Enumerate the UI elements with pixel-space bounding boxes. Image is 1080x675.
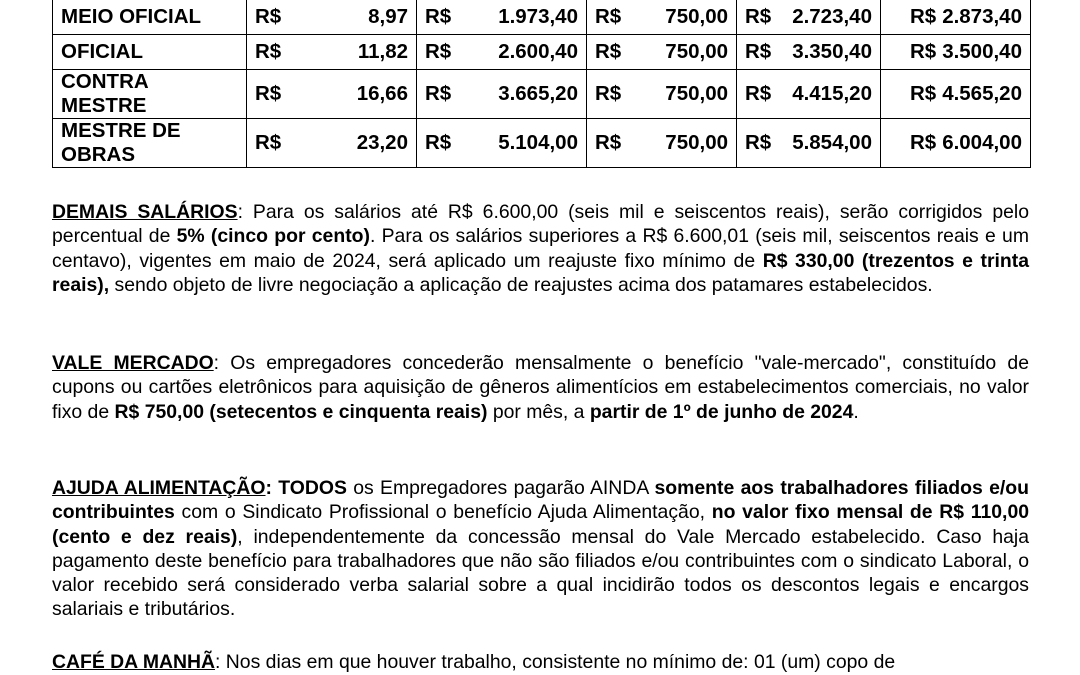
document-page: [52, 0, 1030, 673]
heading-vale-mercado: VALE MERCADO: [52, 352, 214, 374]
category-cell: MESTRE DE OBRAS: [53, 119, 247, 168]
heading-cafe-da-manha: CAFÉ DA MANHÃ: [52, 651, 216, 673]
voucher-cell: [587, 70, 737, 119]
amount: 23,20: [356, 131, 408, 154]
currency-symbol: R$: [425, 5, 452, 28]
amount: 2.600,40: [498, 40, 578, 63]
currency-symbol: R$: [595, 131, 622, 154]
amount: 750,00: [665, 40, 728, 63]
amount: 2.873,40: [942, 5, 1022, 28]
currency-symbol: R$: [745, 82, 772, 105]
amount: 5.104,00: [498, 131, 578, 154]
total-cell: [737, 70, 881, 119]
heading-ajuda-alimentacao: AJUDA ALIMENTAÇÃO: [52, 477, 266, 499]
amount: 750,00: [665, 82, 728, 105]
amount: 5.854,00: [792, 131, 872, 154]
category-cell: OFICIAL: [53, 35, 247, 70]
hourly-cell: [247, 35, 417, 70]
total-cell: [737, 35, 881, 70]
table-row: [53, 0, 1031, 35]
amount: 6.004,00: [942, 131, 1022, 154]
table-row: [53, 35, 1031, 70]
paragraph-cafe-da-manha: CAFÉ DA MANHÃ: Nos dias em que houver trabalho, consistente no mínimo de: 01 (um) copo de: [52, 651, 896, 673]
category-cell: CONTRA MESTRE: [53, 70, 247, 119]
amount: 8,97: [368, 5, 408, 28]
final-cell: [881, 70, 1031, 119]
currency-symbol: R$: [595, 82, 622, 105]
currency-symbol: R$: [745, 5, 772, 28]
monthly-cell: [417, 119, 587, 168]
monthly-cell: [417, 0, 587, 35]
final-cell: [881, 0, 1031, 35]
amount: 11,82: [357, 40, 408, 63]
table-row: [53, 119, 1031, 168]
total-cell: [737, 119, 881, 168]
amount: 3.500,40: [942, 40, 1022, 63]
currency-symbol: R$: [425, 82, 452, 105]
amount: 16,66: [356, 82, 408, 105]
hourly-cell: [247, 70, 417, 119]
amount: 750,00: [665, 5, 728, 28]
category-cell: MEIO OFICIAL: [53, 0, 247, 35]
currency-symbol: R$: [425, 131, 452, 154]
amount: 4.565,20: [942, 82, 1022, 105]
currency-symbol: R$: [595, 40, 622, 63]
currency-symbol: R$: [909, 5, 937, 28]
currency-symbol: R$: [425, 40, 452, 63]
amount: 3.665,20: [498, 82, 578, 105]
currency-symbol: R$: [255, 82, 282, 105]
monthly-cell: [417, 70, 587, 119]
voucher-cell: [587, 119, 737, 168]
hourly-cell: [247, 119, 417, 168]
amount: 2.723,40: [792, 5, 872, 28]
total-cell: [737, 0, 881, 35]
paragraph-ajuda-alimentacao: AJUDA ALIMENTAÇÃO: TODOS os Empregadores pagarão AINDA somente aos trabalhadores filiados e/ou contribuintes com o Sindicato Profissional o benefício Ajuda Alimentação, no valor fixo mensal de R$ 110,00 (cento e dez reais), independentemente da concessão mensal do Vale Mercado estabelecido. Caso haja pagamento deste benefício para trabalhadores que não são filiados e/ou contribuintes com o sindicato Laboral, o valor recebido será considerado verba salarial sobre a qual incidirão todos os descontos legais e encargos salariais e tributários.: [52, 477, 1030, 621]
voucher-cell: [587, 0, 737, 35]
final-cell: [881, 35, 1031, 70]
currency-symbol: R$: [595, 5, 622, 28]
currency-symbol: R$: [909, 82, 937, 105]
amount: 750,00: [665, 131, 728, 154]
table-row: [53, 70, 1031, 119]
amount: 4.415,20: [792, 82, 872, 105]
wage-table: [52, 0, 1031, 168]
final-cell: [881, 119, 1031, 168]
monthly-cell: [417, 35, 587, 70]
currency-symbol: R$: [909, 40, 937, 63]
currency-symbol: R$: [255, 5, 282, 28]
voucher-cell: [587, 35, 737, 70]
currency-symbol: R$: [745, 131, 772, 154]
currency-symbol: R$: [909, 131, 937, 154]
currency-symbol: R$: [255, 131, 282, 154]
hourly-cell: [247, 0, 417, 35]
amount: 1.973,40: [498, 5, 578, 28]
paragraph-demais-salarios: DEMAIS SALÁRIOS: Para os salários até R$ 6.600,00 (seis mil e seiscentos reais), serão corrigidos pelo percentual de 5% (cinco por cento). Para os salários superiores a R$ 6.600,01 (seis mil, seiscentos reais e um centavo), vigentes em maio de 2024, será aplicado um reajuste fixo mínimo de R$ 330,00 (trezentos e trinta reais), sendo objeto de livre negociação a aplicação de reajustes acima dos patamares estabelecidos.: [52, 201, 1029, 296]
amount: 3.350,40: [792, 40, 872, 63]
currency-symbol: R$: [255, 40, 282, 63]
currency-symbol: R$: [745, 40, 772, 63]
heading-demais-salarios: DEMAIS SALÁRIOS: [52, 201, 238, 223]
paragraph-vale-mercado: VALE MERCADO: Os empregadores concederão mensalmente o benefício "vale-mercado", constituído de cupons ou cartões eletrônicos para aquisição de gêneros alimentícios em estabelecimentos comerciais, no valor fixo de R$ 750,00 (setecentos e cinquenta reais) por mês, a partir de 1º de junho de 2024.: [52, 352, 1029, 423]
